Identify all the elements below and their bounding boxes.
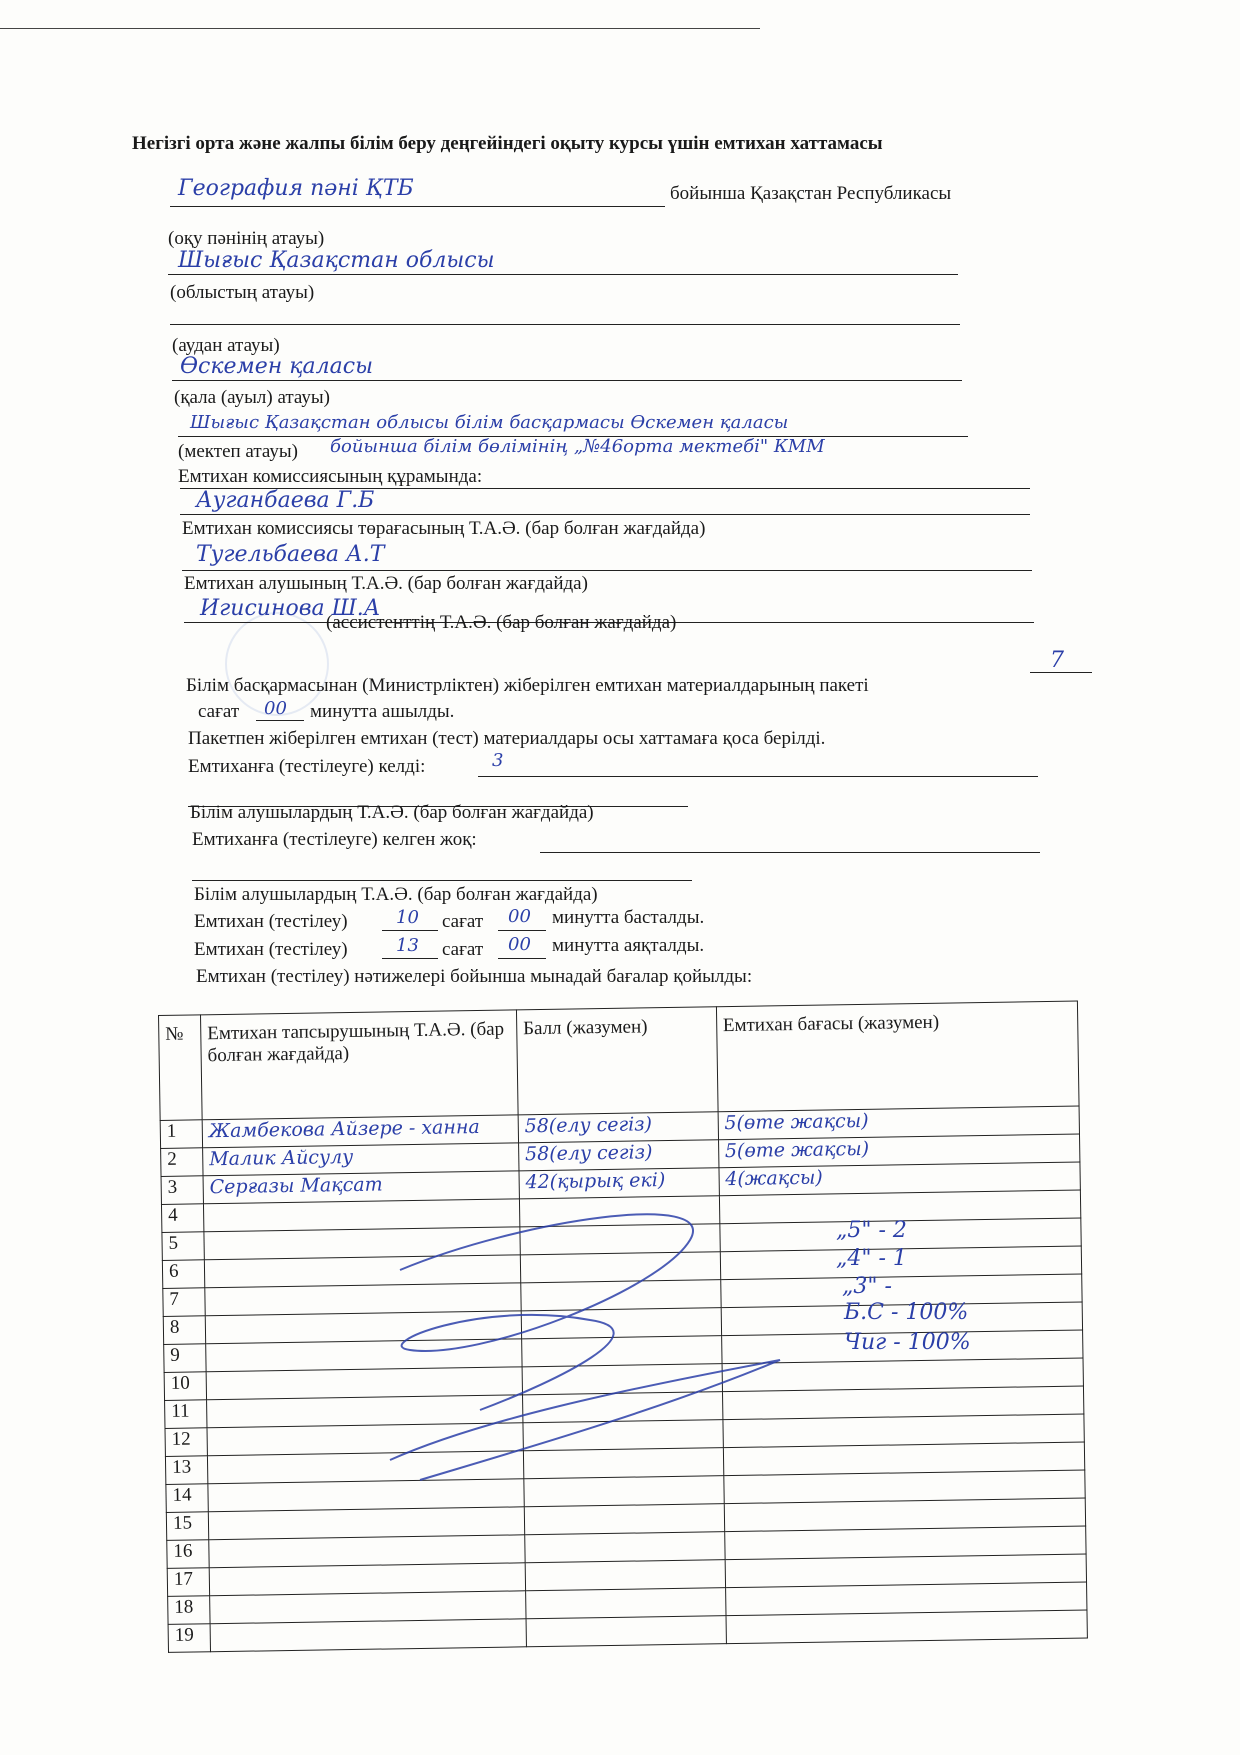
row-score: 42(қырық екі) bbox=[519, 1168, 719, 1199]
chair-value: Ауганбаева Г.Б bbox=[196, 488, 375, 513]
note-grade-4: „4" - 1 bbox=[836, 1246, 907, 1271]
end-prefix: Емтихан (тестілеу) bbox=[194, 939, 348, 960]
table-header-row bbox=[159, 1001, 1080, 1120]
school-value-line2: бойынша білім бөлімінің „№46орта мектебі" КММ bbox=[330, 436, 825, 457]
signature-scrawl bbox=[360, 1180, 840, 1510]
end-hour: 13 bbox=[396, 935, 419, 956]
row-number: 11 bbox=[165, 1400, 207, 1429]
col-header-name: Емтихан тапсырушының Т.А.Ә. (бар болған жағдайда) bbox=[200, 1010, 518, 1120]
row-grade: 5(өте жақсы) bbox=[718, 1134, 1080, 1168]
start-min: 00 bbox=[508, 906, 531, 927]
row-number: 7 bbox=[163, 1288, 205, 1317]
region-value: Шығыс Қазақстан облысы bbox=[178, 248, 495, 273]
assistant-value: Игисинова Ш.А bbox=[200, 596, 381, 621]
start-hour-line bbox=[382, 930, 438, 931]
end-min: 00 bbox=[508, 934, 531, 955]
row-name bbox=[210, 1619, 526, 1652]
city-caption: (қала (ауыл) атауы) bbox=[174, 387, 330, 408]
package-hour-value: 7 bbox=[1050, 648, 1064, 673]
start-hour: 10 bbox=[396, 907, 419, 928]
row-number: 2 bbox=[161, 1148, 203, 1177]
subject-caption: (оқу пәнінің атауы) bbox=[168, 228, 325, 249]
start-suffix: минутта басталды. bbox=[552, 907, 705, 928]
chair-caption: Емтихан комиссиясы төрағасының Т.А.Ә. (бар болған жағдайда) bbox=[182, 518, 706, 539]
note-bs: Б.С - 100% bbox=[844, 1300, 969, 1325]
row-number: 17 bbox=[167, 1568, 209, 1597]
row-number: 15 bbox=[166, 1512, 208, 1541]
row-number: 12 bbox=[165, 1428, 207, 1457]
results-line: Емтихан (тестілеу) нәтижелері бойынша мынадай бағалар қойылды: bbox=[196, 966, 753, 987]
top-rule bbox=[0, 28, 760, 29]
row-name: Серғазы Мақсат bbox=[203, 1171, 519, 1204]
col-header-number: № bbox=[159, 1015, 203, 1121]
absent-label: Емтиханға (тестілеуге) келген жоқ: bbox=[192, 829, 477, 850]
chair-top-line bbox=[180, 488, 1030, 489]
row-score bbox=[525, 1588, 725, 1619]
city-value: Өскемен қаласы bbox=[180, 354, 374, 379]
absent-caption: Білім алушылардың Т.А.Ә. (бар болған жағдайда) bbox=[194, 884, 598, 905]
end-hour-label: сағат bbox=[442, 939, 484, 960]
end-min-line bbox=[498, 958, 546, 959]
start-prefix: Емтихан (тестілеу) bbox=[194, 911, 348, 932]
package-minute-value: 00 bbox=[264, 698, 287, 719]
row-name: Жамбекова Айзере - ханна bbox=[202, 1115, 518, 1148]
package-text: Білім басқармасынан (Министрліктен) жіберілген емтихан материалдарының пакеті bbox=[186, 675, 869, 696]
col-header-grade: Емтихан бағасы (жазумен) bbox=[716, 1001, 1079, 1112]
end-hour-line bbox=[382, 958, 438, 959]
document-title: Негізгі орта және жалпы білім беру деңгейіндегі оқыту курсы үшін емтихан хаттамасы bbox=[132, 133, 883, 154]
row-name: Малик Айсулу bbox=[203, 1143, 519, 1176]
examiner-line bbox=[182, 570, 1032, 571]
absent-names-line bbox=[192, 880, 692, 881]
row-number: 19 bbox=[168, 1624, 210, 1653]
examiner-caption: Емтихан алушының Т.А.Ә. (бар болған жағдайда) bbox=[184, 573, 588, 594]
came-line bbox=[478, 776, 1038, 777]
row-number: 6 bbox=[162, 1260, 204, 1289]
package-hour-label: сағат bbox=[198, 701, 240, 722]
chair-line bbox=[180, 514, 1030, 515]
note-sapa: Чиг - 100% bbox=[844, 1330, 971, 1355]
examiner-value: Тугельбаева А.Т bbox=[196, 542, 385, 567]
row-number: 1 bbox=[160, 1120, 202, 1149]
row-number: 9 bbox=[164, 1344, 206, 1373]
package-opened-text: минутта ашылды. bbox=[310, 701, 455, 722]
came-caption: Білім алушылардың Т.А.Ә. (бар болған жағдайда) bbox=[190, 802, 594, 823]
district-line bbox=[170, 324, 960, 325]
row-number: 10 bbox=[164, 1372, 206, 1401]
row-number: 13 bbox=[165, 1456, 207, 1485]
row-score bbox=[525, 1532, 725, 1563]
note-grade-3: „3" - bbox=[842, 1274, 892, 1299]
absent-line bbox=[540, 852, 1040, 853]
subject-suffix: бойынша Қазақстан Республикасы bbox=[670, 183, 952, 204]
school-caption: (мектеп атауы) bbox=[178, 441, 298, 462]
row-number: 14 bbox=[166, 1484, 208, 1513]
start-min-line bbox=[498, 930, 546, 931]
row-score bbox=[525, 1560, 725, 1591]
row-number: 5 bbox=[162, 1232, 204, 1261]
district-caption: (аудан атауы) bbox=[172, 335, 280, 356]
came-value: 3 bbox=[492, 750, 504, 771]
end-suffix: минутта аяқталды. bbox=[552, 935, 705, 956]
school-value-line1: Шығыс Қазақстан облысы білім басқармасы Өскемен қаласы bbox=[190, 412, 789, 433]
package-attached-text: Пакетпен жіберілген емтихан (тест) материалдары осы хаттамаға қоса берілді. bbox=[188, 728, 826, 749]
row-score bbox=[526, 1616, 726, 1647]
note-grade-5: „5" - 2 bbox=[836, 1218, 907, 1243]
row-number: 18 bbox=[168, 1596, 210, 1625]
came-label: Емтиханға (тестілеуге) келді: bbox=[188, 756, 426, 777]
row-number: 3 bbox=[161, 1176, 203, 1205]
package-minute-line bbox=[256, 720, 304, 721]
subject-line bbox=[170, 206, 665, 207]
subject-value: География пәні ҚТБ bbox=[178, 176, 414, 201]
start-hour-label: сағат bbox=[442, 911, 484, 932]
region-caption: (облыстың атауы) bbox=[170, 282, 315, 303]
city-line bbox=[172, 380, 962, 381]
row-score: 58(елу сегіз) bbox=[518, 1140, 718, 1171]
row-score: 58(елу сегіз) bbox=[518, 1112, 718, 1143]
row-grade: 5(өте жақсы) bbox=[718, 1106, 1080, 1140]
row-number: 8 bbox=[163, 1316, 205, 1345]
col-header-score: Балл (жазумен) bbox=[516, 1007, 717, 1115]
row-number: 4 bbox=[161, 1204, 203, 1233]
region-line bbox=[168, 274, 958, 275]
row-number: 16 bbox=[167, 1540, 209, 1569]
assistant-caption: (ассистенттің Т.А.Ә. (бар болған жағдайда) bbox=[326, 612, 677, 633]
row-grade: 4(жақсы) bbox=[719, 1162, 1081, 1196]
commission-caption: Емтихан комиссиясының құрамында: bbox=[178, 466, 483, 487]
row-grade bbox=[726, 1610, 1088, 1644]
